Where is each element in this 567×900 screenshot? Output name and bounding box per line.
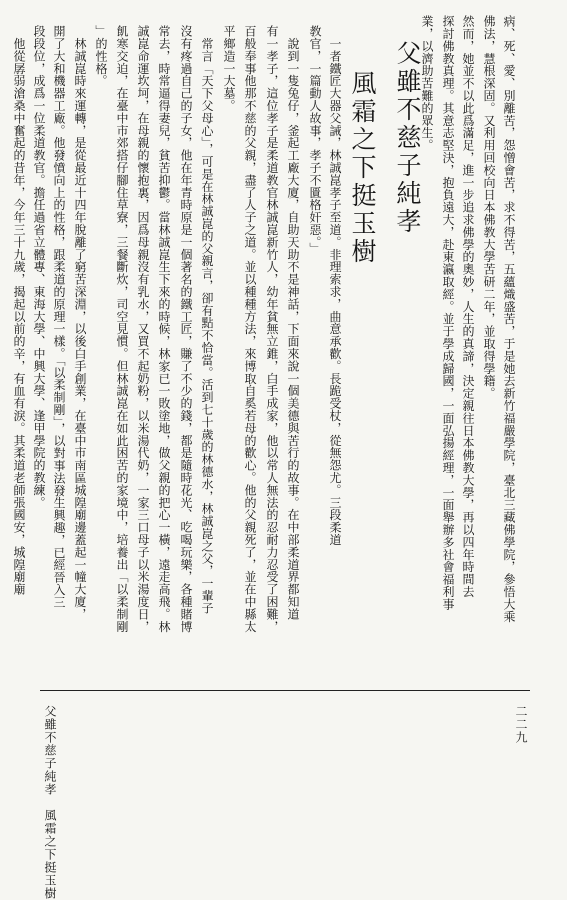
text-column: 一者鐵匠大器父誡，林誠崑孝子至道。非理索求，曲意承歡。長跪受杖，從無怨尤。三段柔道 — [328, 25, 342, 546]
text-column: 段段位，成爲一位柔道教官。擔任過省立體專、東海大學、中興大學、逢甲學院的教練。 — [32, 25, 46, 509]
text-column: 」的性格。 — [94, 25, 108, 87]
text-column: 病、死、愛、別離苦，怨憎會苦，求不得苦，五蘊熾盛苦，于是她去新竹福嚴學院，臺北三藏佛學院，參悟大乘 — [502, 15, 516, 623]
text-column: 探討佛教真理。其意志堅決，抱負遠大，赴東瀛取經。並于學成歸國，一面弘揚經理，一面舉辦多社會福利事 — [441, 15, 455, 611]
text-column: 教官，一篇動人故事，孝子不匱格奸惡。」 — [308, 25, 322, 255]
text-column: 飢寒交迫，在臺中市郊搭仔腳住草寮，三餐斷炊，司空見慣。但林誠崑在如此困苦的家境中，培養出「以柔制剛 — [115, 25, 129, 633]
text-column: 百般奉事他那不慈的父親，盡了人子之道。並以種種方法，來博取自奚若母的歡心。他的父親死了，並在中縣太 — [243, 25, 257, 633]
text-column: 沒有疼過自己的子女，他在年青時原是一個著名的鐵工匠，賺了不少的錢，都是隨時花光、吃喝玩樂，各種賭博 — [179, 25, 193, 633]
running-head: 父雖不慈子純孝 風霜之下挺玉樹 — [43, 705, 57, 900]
text-column: 說到一隻兔仔，釜起工廠大廈，自助天助不是神話，下面來說一個美德與苦行的故事。在中部柔道界都知道 — [286, 25, 300, 621]
text-column: 佛法，慧根深固。又利用回校向日本佛教大學苦研二年，並取得學籍。 — [482, 15, 496, 400]
article-title-line-2: 風霜之下挺玉樹 — [348, 70, 377, 266]
text-column: 開了大和機器工廠。他發憤向上的性格，跟柔道的原理一樣。「以柔制剛」，以對事法發生興趣，已經晉入三 — [52, 25, 66, 609]
text-column: 他從孱弱滄桑中奮起的昔年，今年三十九歲，揭起以前的辛，有血有淚。其柔道老師張國安，城隍廟廟 — [12, 25, 26, 596]
text-column: 然而，她並不以此爲滿足，進一步追求佛學的奧妙，人生的真諦，決定親往日本佛教大學，再以四年時間去 — [461, 15, 475, 598]
article-title-line-1: 父雖不慈子純孝 — [393, 40, 422, 236]
text-column: 常言「天下父母心」，可是在林誠崑的父親言，卻有點不恰當。活到七十歲的林德水，林誠崑之父，一輩子 — [200, 25, 214, 615]
text-column: 平鄉造一大墓。 — [222, 25, 236, 112]
text-column: 有一孝子，這位孝子是柔道教官林誠崑新竹人，幼年貧無立錐，白手成家，他以常人無法的忍耐力忍受了困難， — [265, 25, 279, 633]
page-number: 二二九 — [514, 705, 528, 744]
footer-divider — [40, 690, 530, 691]
text-column: 常去，時常逼得妻兒，貧苦抑鬱。當林誠崑生下來的時候，林家已一敗塗地，做父親的把心一橫，遠走高飛。林 — [157, 25, 171, 633]
text-column: 誠崑命運坎坷，在母親的懷抱裏，因爲母親沒有乳水，又買不起奶粉，以米湯代奶，一家三口母子以米湯度日， — [136, 25, 150, 633]
text-column: 業，以濟助苦難的眾生。 — [420, 15, 434, 152]
text-column: 林誠崑時來運轉，是從最近十四年脫離了窮苦深淵，以後白手創業，在臺中市南區城隍廟邊蓋起一幢大廈， — [73, 25, 87, 621]
